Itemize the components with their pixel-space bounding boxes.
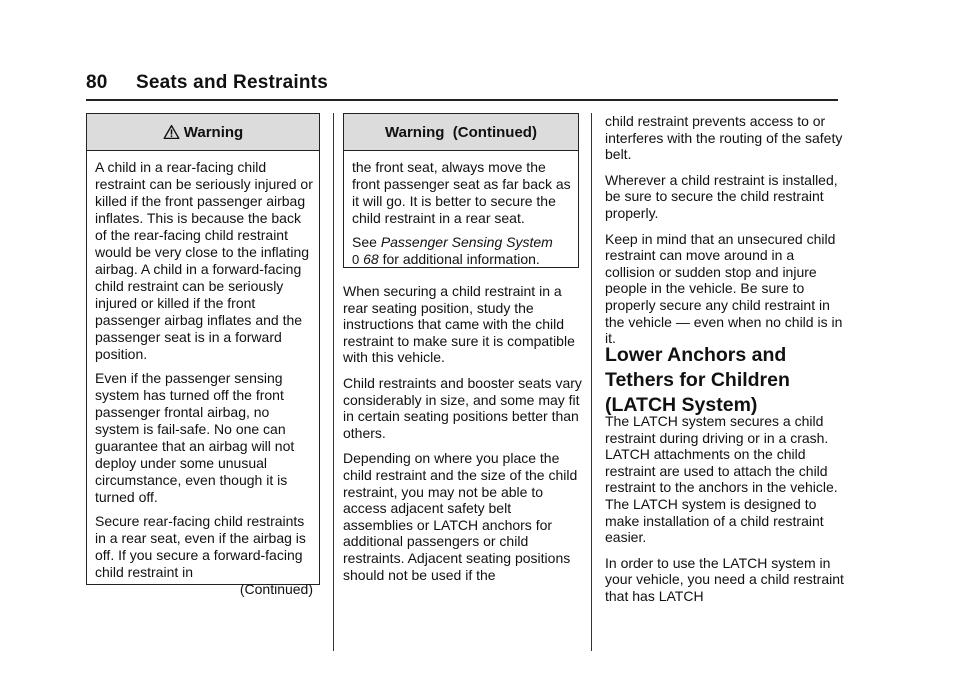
warning-paragraph: A child in a rear-facing child restraint can be seriously injured or killed if the front passenger airbag inflates. This is because the back of the rear-facing child restraint would be very close to the inflating airbag. A child in a forward-facing child restraint can be seriously injured or killed if the front passenger airbag inflates and the passenger seat is in a forward position. bbox=[95, 159, 313, 362]
see-prefix: See bbox=[352, 234, 381, 250]
see-link[interactable]: Passenger Sensing System bbox=[380, 234, 553, 250]
see-reference bbox=[352, 234, 572, 268]
heading-line: Lower Anchors and bbox=[605, 344, 787, 366]
page-number: 80 bbox=[86, 72, 108, 93]
warning-continued-box bbox=[343, 113, 579, 268]
body-paragraph: In order to use the LATCH system in your vehicle, you need a child restraint that has LATCH bbox=[605, 554, 844, 604]
warning-continued-body bbox=[344, 151, 578, 272]
section-title: Seats and Restraints bbox=[136, 72, 328, 93]
see-suffix: for additional information. bbox=[378, 251, 540, 267]
body-paragraph: The LATCH system secures a child restraint during driving or in a crash. LATCH attachments on the child restraint are used to attach the child restraint to the anchors in the vehicle. The LATCH system is designed to make installation of a child restraint easier. bbox=[605, 413, 838, 546]
column3-text-top bbox=[605, 113, 845, 356]
body-paragraph: Child restraints and booster seats vary considerably in size, and some may fit in certain seating positions better than others. bbox=[343, 374, 582, 441]
body-paragraph: Keep in mind that an unsecured child restraint can move around in a collision or sudden stop and injure people in the vehicle. Be sure to properly secure any child restraint in the vehicle — even when no child is in it. bbox=[605, 230, 843, 347]
header-rule bbox=[86, 99, 838, 101]
warning-continued-header bbox=[344, 114, 578, 151]
body-paragraph: Wherever a child restraint is installed, be sure to secure the child restraint properly. bbox=[605, 171, 838, 221]
warning-box bbox=[86, 113, 320, 597]
page-reference-icon: 0 bbox=[352, 252, 360, 267]
body-paragraph: When securing a child restraint in a rear seating position, study the instructions that came with the child restraint to make sure it is compatible with this vehicle. bbox=[343, 283, 575, 366]
body-paragraph: Depending on where you place the child restraint and the size of the child restraint, you may not be able to access adjacent safety belt assemblies or LATCH anchors for additional passengers or child restraints. Adjacent seating positions should not be used if the bbox=[343, 450, 578, 583]
body-paragraph: child restraint prevents access to or interferes with the routing of the safety belt. bbox=[605, 113, 843, 163]
warning-box-header bbox=[87, 114, 319, 151]
continued-label: (Continued) bbox=[239, 581, 313, 597]
warning-icon bbox=[163, 124, 180, 140]
page-header bbox=[86, 72, 838, 100]
warning-paragraph: Secure rear-facing child restraints in a rear seat, even if the airbag is off. If you secure a forward-facing child restraint in bbox=[95, 513, 306, 580]
warning-continued-title: Warning (Continued) bbox=[385, 123, 537, 141]
column-divider bbox=[333, 113, 334, 651]
see-page[interactable]: 68 bbox=[363, 251, 379, 267]
latch-heading bbox=[605, 343, 845, 418]
column3-text-bottom bbox=[605, 413, 845, 614]
heading-line: Tethers for Children bbox=[605, 369, 790, 391]
column-divider bbox=[591, 113, 592, 651]
column2-text bbox=[343, 283, 583, 592]
warning-box-title: Warning bbox=[183, 123, 244, 141]
warning-box-body bbox=[87, 151, 319, 609]
warning-paragraph: Even if the passenger sensing system has turned off the front passenger frontal airbag, no system is fail-safe. No one can guarantee that an airbag will not deploy under some unusual circumstance, even though it is turned off. bbox=[95, 370, 295, 505]
heading-line: (LATCH System) bbox=[605, 394, 758, 416]
warning-continued-paragraph: the front seat, always move the front passenger seat as far back as it will go. It is better to secure the child restraint in a rear seat. bbox=[352, 159, 571, 226]
